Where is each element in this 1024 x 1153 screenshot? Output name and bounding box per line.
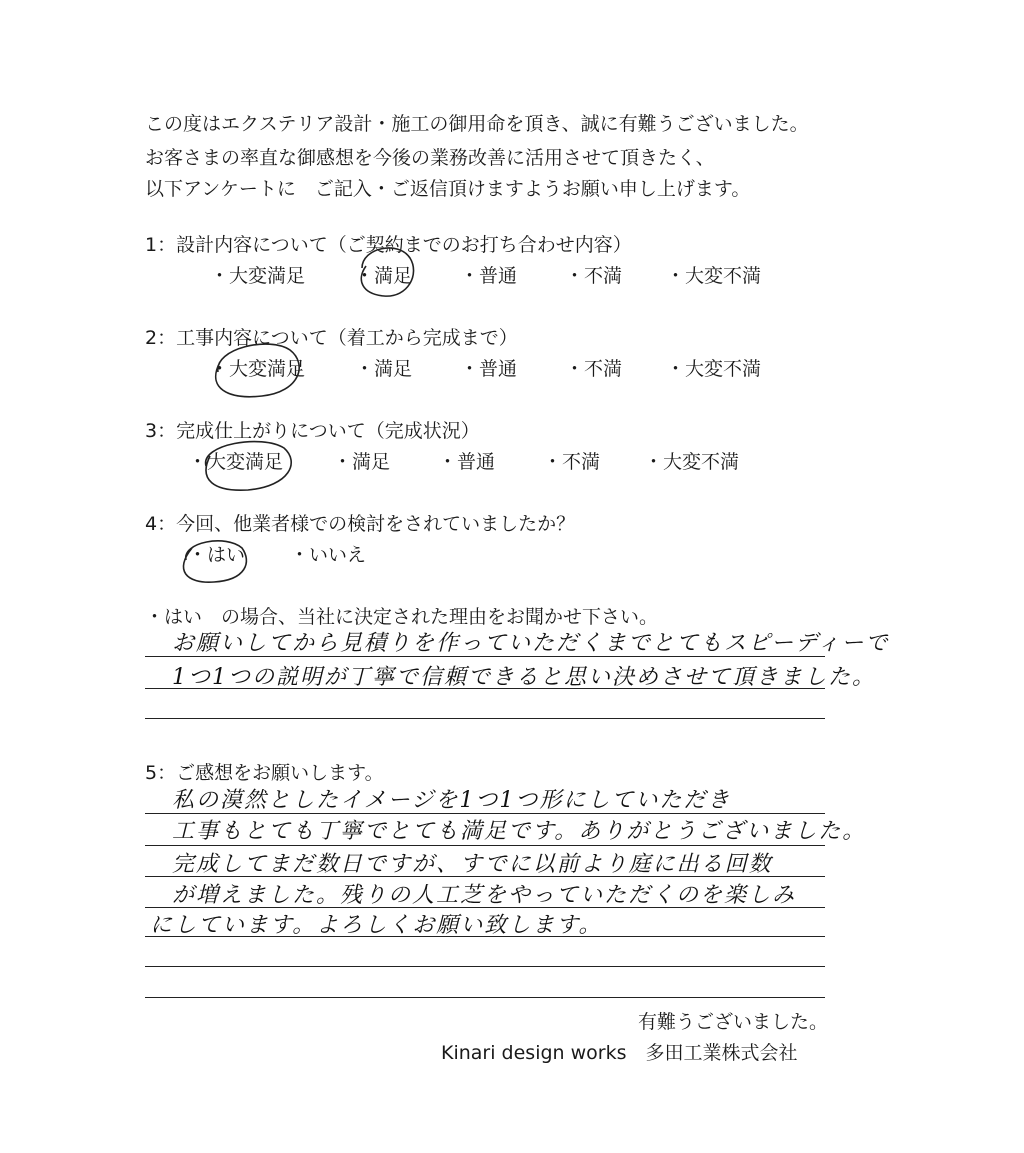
q1-option-very-satisfied[interactable]: ・大変満足 [210, 265, 306, 287]
q2-option-dissatisfied[interactable]: ・不満 [565, 358, 623, 380]
q3-option-dissatisfied[interactable]: ・不満 [543, 451, 601, 473]
q2-option-normal[interactable]: ・普通 [460, 358, 518, 380]
q2-selection-circle [216, 344, 299, 397]
intro-line-2: お客さまの率直な御感想を今後の業務改善に活用させて頂きたく、 [145, 147, 715, 169]
q1-option-dissatisfied[interactable]: ・不満 [565, 265, 623, 287]
q3-option-very-satisfied[interactable]: ・大変満足 [188, 451, 284, 473]
reason-label: ・はい の場合、当社に決定された理由をお聞かせ下さい。 [145, 606, 659, 628]
q2-option-satisfied[interactable]: ・満足 [355, 358, 413, 380]
q3-option-normal[interactable]: ・普通 [438, 451, 496, 473]
q2-option-very-satisfied[interactable]: ・大変満足 [210, 358, 306, 380]
q4-selection-circle [183, 541, 246, 582]
impressions-line-5[interactable]: にしています。よろしくお願い致します。 [150, 913, 603, 938]
q1-selection-circle [361, 248, 413, 296]
question-1-label: 1：設計内容について（ご契約までのお打ち合わせ内容） [145, 234, 632, 256]
impressions-label: 5：ご感想をお願いします。 [145, 762, 384, 784]
impressions-line-4[interactable]: が増えました。残りの人工芝をやっていただくのを楽しみ [172, 883, 797, 908]
intro-line-3: 以下アンケートに ご記入・ご返信頂けますようお願い申し上げます。 [145, 178, 751, 200]
q1-option-very-dissatisfied[interactable]: ・大変不満 [666, 265, 762, 287]
q1-option-satisfied[interactable]: ・満足 [355, 265, 413, 287]
q3-selection-circle [206, 442, 292, 491]
closing-thanks: 有難うございました。 [638, 1011, 829, 1033]
question-4-label: 4：今回、他業者様での検討をされていましたか？ [145, 513, 576, 535]
impressions-line-3[interactable]: 完成してまだ数日ですが、すでに以前より庭に出る回数 [172, 852, 773, 877]
q4-option-no[interactable]: ・いいえ [290, 544, 367, 566]
intro-line-1: この度はエクステリア設計・施工の御用命を頂き、誠に有難うございました。 [145, 113, 809, 135]
q1-option-normal[interactable]: ・普通 [460, 265, 518, 287]
q2-option-very-dissatisfied[interactable]: ・大変不満 [666, 358, 762, 380]
reason-answer-line-1[interactable]: お願いしてから見積りを作っていただくまでとてもスピーディーで [172, 631, 890, 656]
question-2-label: 2：工事内容について（着工から完成まで） [145, 327, 518, 349]
impressions-line-2[interactable]: 工事もとても丁寧でとても満足です。ありがとうございました。 [172, 819, 867, 844]
q3-option-satisfied[interactable]: ・満足 [333, 451, 391, 473]
question-3-label: 3：完成仕上がりについて（完成状況） [145, 420, 480, 442]
q3-option-very-dissatisfied[interactable]: ・大変不満 [644, 451, 740, 473]
q4-option-yes[interactable]: ・はい [188, 544, 246, 566]
reason-answer-line-2[interactable]: 1つ1つの説明が丁寧で信頼できると思い決めさせて頂きました。 [172, 665, 876, 690]
closing-company: Kinari design works 多田工業株式会社 [441, 1042, 798, 1064]
impressions-line-1[interactable]: 私の漠然としたイメージを1つ1つ形にしていただき [172, 788, 732, 813]
